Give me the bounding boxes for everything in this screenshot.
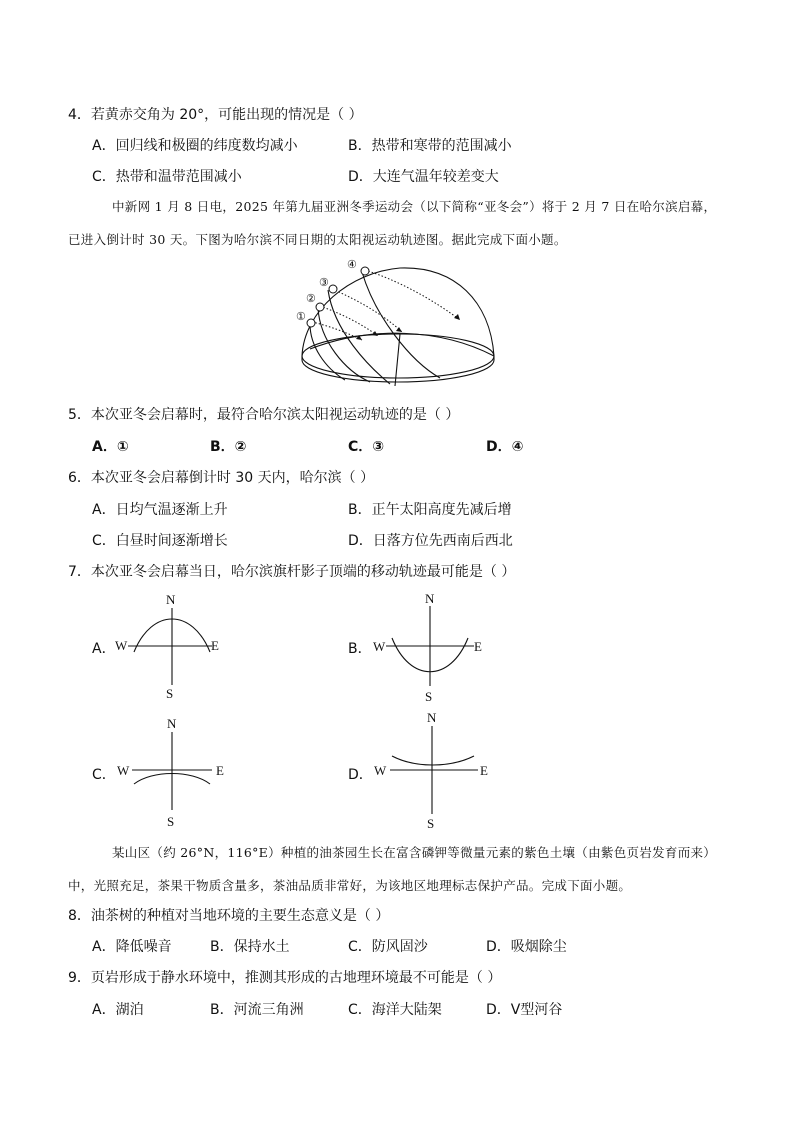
q8-stem: 8．油茶树的种植对当地环境的主要生态意义是（ ） (68, 908, 390, 924)
q9-option-a: A．湖泊 (92, 1002, 144, 1018)
q4-option-c: C．热带和温带范围减小 (92, 169, 242, 185)
q8-option-b: B．保持水土 (210, 939, 290, 955)
q7-compass-d (370, 708, 500, 832)
compass-d-n: N (427, 710, 437, 725)
compass-c-w: W (117, 763, 130, 778)
compass-b-n: N (425, 591, 435, 606)
q6-option-d: D．日落方位先西南后西北 (348, 533, 513, 549)
q6-stem: 6．本次亚冬会启幕倒计时 30 天内，哈尔滨（ ） (68, 470, 375, 486)
compass-b-e: E (474, 639, 482, 654)
compass-d-w: W (374, 763, 387, 778)
q9-stem: 9．页岩形成于静水环境中，推测其形成的古地理环境最不可能是（ ） (68, 970, 502, 986)
compass-a-w: W (115, 638, 128, 653)
q5-option-c: C．③ (348, 439, 385, 455)
sun-path-label-2: ② (306, 293, 316, 305)
q4-option-a: A．回归线和极圈的纬度数均减小 (92, 138, 298, 154)
q7-option-a: A． (92, 641, 116, 657)
compass-d-e: E (480, 763, 488, 778)
compass-a-s: S (166, 686, 174, 701)
compass-b-s: S (425, 689, 433, 704)
sun-path-label-4: ④ (347, 259, 357, 271)
q6-option-a: A．日均气温逐渐上升 (92, 502, 228, 518)
q5-stem: 5．本次亚冬会启幕时，最符合哈尔滨太阳视运动轨迹的是（ ） (68, 407, 460, 423)
compass-a-n: N (166, 592, 176, 607)
q4-stem: 4．若黄赤交角为 20°，可能出现的情况是（ ） (68, 107, 363, 123)
compass-c-n: N (167, 716, 177, 731)
q4-option-d: D．大连气温年较差变大 (348, 169, 499, 185)
compass-c-s: S (167, 814, 175, 829)
q9-option-c: C．海洋大陆架 (348, 1002, 442, 1018)
q7-option-b: B． (348, 641, 372, 657)
q8-option-d: D．吸烟除尘 (486, 939, 567, 955)
q7-compass-b (370, 588, 492, 706)
sun-path-label-1: ① (296, 311, 306, 323)
compass-a-e: E (211, 638, 219, 653)
sun-path-label-3: ③ (319, 277, 329, 289)
q5-option-b: B．② (210, 439, 247, 455)
sun-path-diagram (290, 256, 505, 391)
compass-c-e: E (216, 763, 224, 778)
q9-option-d: D．V型河谷 (486, 1002, 563, 1018)
q4-option-b: B．热带和寒带的范围减小 (348, 138, 512, 154)
q7-compass-a (112, 590, 224, 702)
passage-asian-winter-games: 中新网 1 月 8 日电，2025 年第九届亚洲冬季运动会（以下简称“亚冬会”）将于 2 月 7 日在哈尔滨启幕，已进入倒计时 30 天。下图为哈尔滨不同日期的太阳视运动轨迹图。据此完成下面小题。 (68, 199, 717, 247)
compass-b-w: W (373, 639, 386, 654)
q5-option-a: A．① (92, 439, 129, 455)
q5-option-d: D．④ (486, 439, 524, 455)
q7-option-d: D． (348, 767, 373, 783)
q7-option-c: C． (92, 767, 116, 783)
q6-option-b: B．正午太阳高度先减后增 (348, 502, 512, 518)
passage-camellia-oil: 某山区（约 26°N，116°E）种植的油茶园生长在富含磷钾等微量元素的紫色土壤（由紫色页岩发育而来）中，光照充足，茶果干物质含量多，茶油品质非常好，为该地区地理标志保护产品。完成下面小题。 (68, 845, 717, 893)
q8-option-c: C．防风固沙 (348, 939, 428, 955)
q7-stem: 7．本次亚冬会启幕当日，哈尔滨旗杆影子顶端的移动轨迹最可能是（ ） (68, 564, 516, 580)
q9-option-b: B．河流三角洲 (210, 1002, 304, 1018)
compass-d-s: S (427, 816, 435, 831)
q8-option-a: A．降低噪音 (92, 939, 172, 955)
q7-compass-c (112, 714, 236, 830)
q6-option-c: C．白昼时间逐渐增长 (92, 533, 228, 549)
